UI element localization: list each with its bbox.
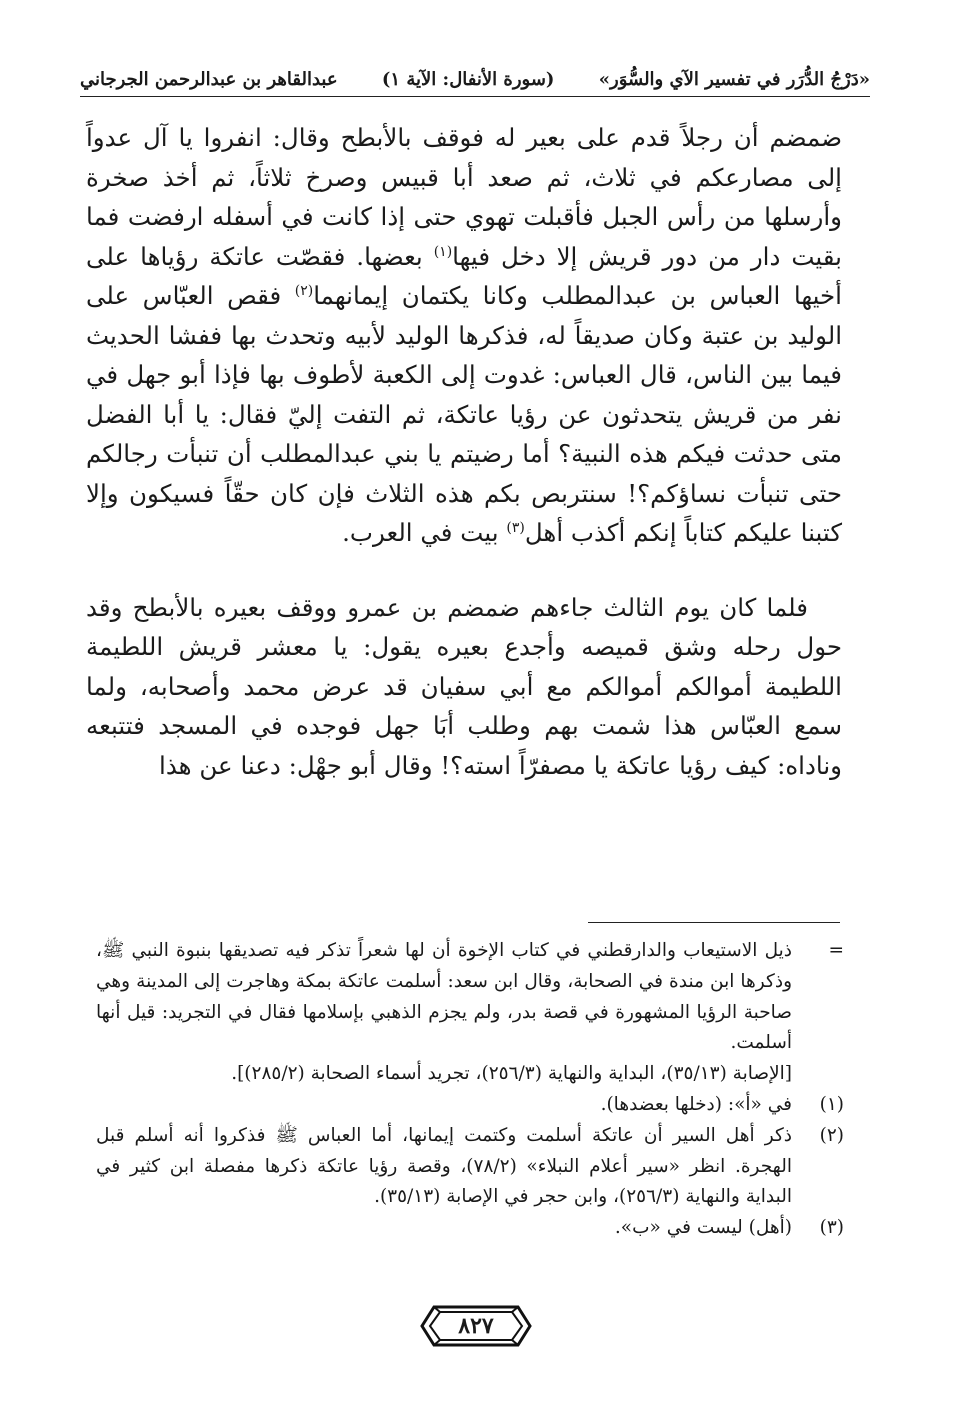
running-header — [80, 62, 870, 96]
footnote-1 — [96, 1090, 844, 1121]
header-author: عبدالقاهر بن عبدالرحمن الجرجاني — [80, 68, 338, 90]
footnote-number: (١) — [819, 1093, 844, 1115]
paragraph-2: فلما كان يوم الثالث جاءهم ضمضم بن عمرو ووقف بعيره بالأبطح وقد حول رحله وشق قميصه وأجدع بعيره يقول: يا معشر قريش اللطيمة اللطيمة أموالكم أموالكم مع أبي سفيان قد عرض محمد وأصحابه، ولما سمع العبّاس هذا شمت بهم وطلب أبَا جهل فوجده في المسجد فتتبعه وناداه: كيف رؤيا عاتكة يا مصفرّاً استه؟! وقال أبو جهْل: دعنا عن هذا — [86, 592, 842, 780]
footnote-3 — [96, 1213, 844, 1244]
footnote-text: في «أ»: (دخلها بعضدها). — [600, 1093, 792, 1115]
paragraph-1 — [86, 118, 842, 553]
footnote-continuation — [96, 936, 844, 1059]
footnote-number: (٣) — [819, 1217, 844, 1239]
paragraph-1-part-3: فقص العبّاس على الوليد بن عتبة وكان صديقاً له، فذكرها الوليد لأبيه وتحدث بها ففشا الحديث فيما بين الناس، قال العباس: غدوت إلى الكعبة لأطوف بها فإذا أبو جهل في نفر من قريش يتحدثون عن رؤيا عاتكة، ثم التفت إليّ فقال: يا أبا الفضل متى حدثت فيكم هذه النبية؟ أما رضيتم يا بني عبدالمطلب أن تنبأت رجالكم حتى تنبأت نساؤكم؟! سنتربص بكم هذه الثلاث فإن كان حقّاً فسيكون وإلا كتبنا عليكم كتاباً إنكم أكذب أهل — [86, 281, 842, 547]
header-divider — [80, 96, 870, 97]
footnote-continuation-refs — [96, 1059, 844, 1090]
footnote-continuation-marker: = — [828, 940, 844, 961]
footnote-number: (٢) — [819, 1124, 844, 1146]
footnote-ref-3: (٣) — [506, 520, 525, 536]
footnote-ref-1: (١) — [433, 243, 453, 260]
footnote-2 — [96, 1121, 844, 1213]
footnote-ref-2: (٢) — [294, 283, 314, 299]
page-number: ٨٢٧ — [458, 1313, 494, 1339]
paragraph-1-part-1: ضمضم أن رجلاً قدم على بعير له فوقف بالأبطح وقال: انفروا يا آل عدواً إلى مصارعكم في ثلاث، ثم صعد أبا قبيس وصرخ ثلاثاً، ثم أخذ صخرة وأرسلها من رأس الجبل فأقبلت تهوي حتى إذا كانت في أسفله ارفضت فما بقيت دار من دور قريش إلا دخل فيها — [86, 123, 843, 271]
paragraph-1-part-4: بيت في العرب. — [342, 518, 507, 547]
paragraph-1-part-2: بعضها. فقصّت عاتكة رؤياها على أخيها العباس بن عبدالمطلب وكانا يكتمان إيمانهما — [86, 241, 842, 310]
header-book-title: «دَرْجُ الدُّرَر في تفسير الآي والسُّوَر» — [598, 68, 870, 90]
footnote-text: (أهل) ليست في «ب». — [614, 1217, 792, 1239]
page-number-ornament — [420, 1303, 532, 1349]
footnote-references: [الإصابة (٣٥/١٣)، البداية والنهاية (٢٥٦/٣)، تجريد أسماء الصحابة (٢٨٥/٢)]. — [231, 1063, 792, 1085]
footnote-text: ذكر أهل السير أن عاتكة أسلمت وكتمت إيمانها، أما العباس ﷺ فذكروا أنه أسلم قبل الهجرة. انظر «سير أعلام النبلاء» (٧٨/٢)، وقصة رؤيا عاتكة ذكرها مفصلة ابن كثير في البداية والنهاية (٢٥٦/٣)، وابن حجر في الإصابة (٣٥/١٣). — [96, 1124, 792, 1208]
footnote-continuation-text: ذيل الاستيعاب والدارقطني في كتاب الإخوة أن لها شعراً تذكر فيه تصديقها بنبوة النبي ﷺ، وذكرها ابن مندة في الصحابة، وقال ابن سعد: أسلمت عاتكة بمكة وهاجرت إلى المدينة وهي صاحبة الرؤيا المشهورة في قصة بدر، ولم يجزم الذهبي بإسلامها فقال في التجريد: قيل أنها أسلمت. — [96, 940, 792, 1054]
footnotes — [96, 936, 844, 1244]
header-surah: (سورة الأنفال: الآية ١) — [381, 68, 555, 90]
main-text — [86, 118, 842, 785]
footnote-divider — [588, 922, 840, 923]
